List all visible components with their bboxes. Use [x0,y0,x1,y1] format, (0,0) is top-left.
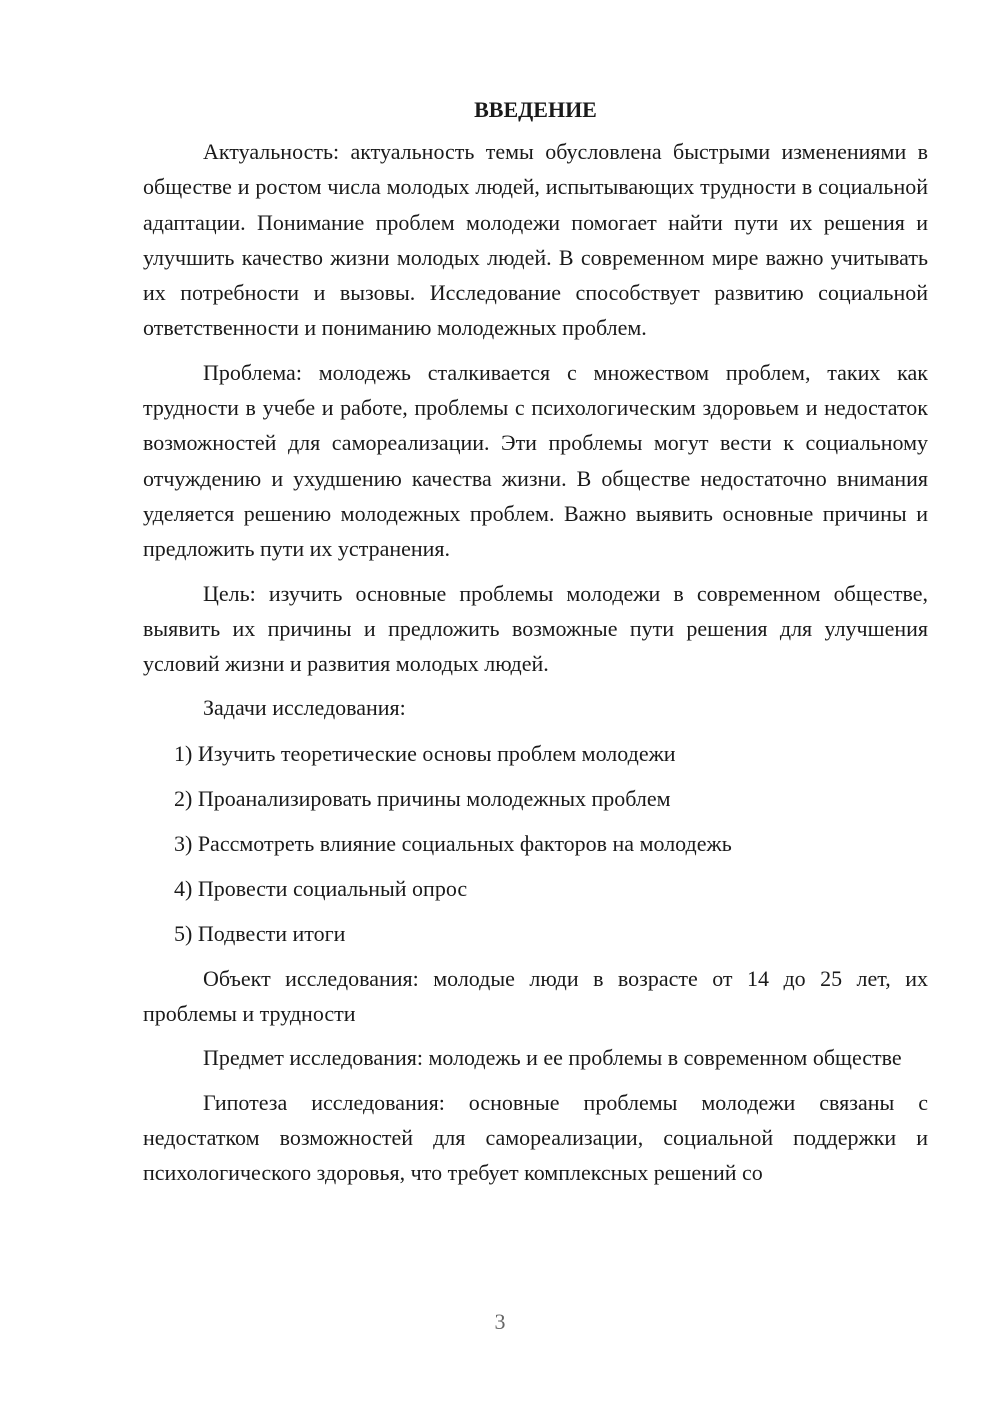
paragraph-goal: Цель: изучить основные проблемы молодежи в современном обществе, выявить их причины и предложить возможные пути решения для улучшения условий жизни и развития молодых людей. [143,580,928,677]
paragraph-subject: Предмет исследования: молодежь и ее проблемы в современном обществе [203,1045,902,1071]
tasks-list [143,736,928,951]
page-heading: ВВЕДЕНИЕ [474,97,597,122]
task-item: 1) Изучить теоретические основы проблем молодежи [174,740,676,766]
paragraph-problem: Проблема: молодежь сталкивается с множеством проблем, таких как трудности в учебе и работе, проблемы с психологическим здоровьем и недостаток возможностей для самореализации. Эти проблемы могут вести к социальному отчуждению и ухудшению качества жизни. В обществе недостаточно внимания уделяется решению молодежных проблем. Важно выявить основные причины и предложить пути их устранения. [143,359,928,562]
page-number: 3 [494,1309,506,1334]
paragraph-relevance: Актуальность: актуальность темы обусловлена быстрыми изменениями в обществе и ростом числа молодых людей, испытывающих трудности в социальной адаптации. Понимание проблем молодежи помогает найти пути их решения и улучшить качество жизни молодых людей. В современном мире важно учитывать их потребности и вызовы. Исследование способствует развитию социальной ответственности и пониманию молодежных проблем. [143,139,928,341]
paragraph-object: Объект исследования: молодые люди в возрасте от 14 до 25 лет, их проблемы и трудности [143,965,928,1027]
task-item: 3) Рассмотреть влияние социальных факторов на молодежь [174,830,732,856]
paragraph-hypothesis: Гипотеза исследования: основные проблемы молодежи связаны с недостатком возможностей для самореализации, социальной поддержки и психологического здоровья, что требует комплексных решений со [143,1089,928,1186]
tasks-title: Задачи исследования: [203,695,406,721]
task-item: 5) Подвести итоги [174,920,346,946]
document-page [143,92,928,1200]
task-item: 4) Провести социальный опрос [174,875,468,901]
task-item: 2) Проанализировать причины молодежных проблем [174,785,671,811]
